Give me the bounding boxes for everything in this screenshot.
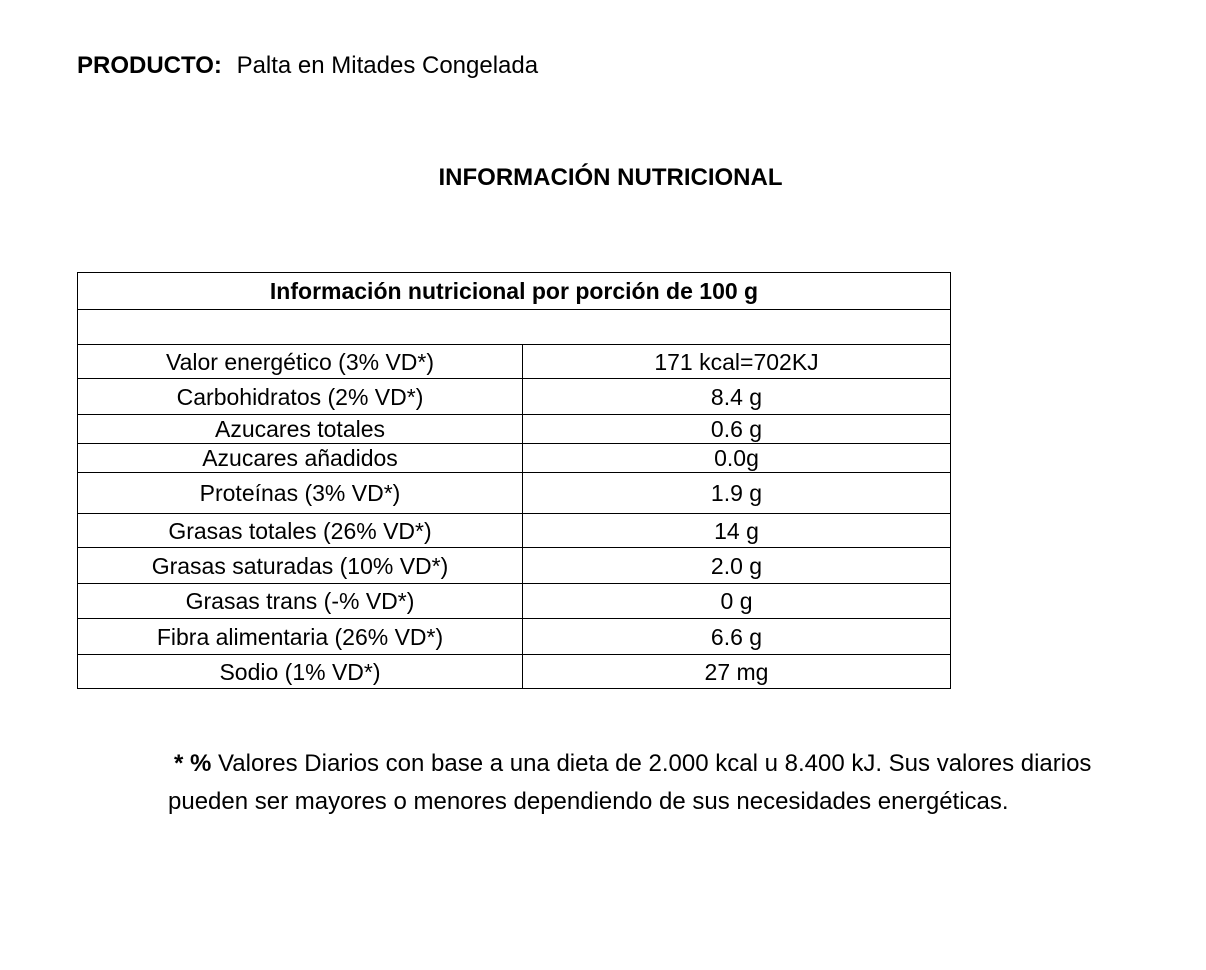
nutrient-name: Azucares añadidos — [78, 444, 523, 473]
table-row — [78, 619, 951, 655]
nutrient-name: Valor energético (3% VD*) — [78, 345, 523, 379]
nutrient-value: 6.6 g — [523, 619, 951, 655]
nutrient-name: Grasas saturadas (10% VD*) — [78, 548, 523, 584]
nutrient-value: 1.9 g — [523, 473, 951, 514]
nutrient-name: Azucares totales — [78, 415, 523, 444]
product-label: PRODUCTO: — [77, 52, 222, 79]
nutrient-value: 0 g — [523, 584, 951, 619]
table-row — [78, 345, 951, 379]
nutrient-name: Grasas totales (26% VD*) — [78, 514, 523, 548]
table-row — [78, 514, 951, 548]
nutrition-table — [77, 272, 951, 689]
table-row — [78, 655, 951, 689]
table-row — [78, 379, 951, 415]
product-name: Palta en Mitades Congelada — [236, 52, 539, 79]
table-spacer-row — [78, 310, 951, 345]
product-line — [77, 50, 538, 82]
footnote — [168, 745, 1128, 821]
table-row — [78, 548, 951, 584]
table-row — [78, 584, 951, 619]
section-title: INFORMACIÓN NUTRICIONAL — [438, 164, 783, 191]
table-row — [78, 444, 951, 473]
nutrient-name: Proteínas (3% VD*) — [78, 473, 523, 514]
nutrient-name: Carbohidratos (2% VD*) — [78, 379, 523, 415]
nutrient-value: 27 mg — [523, 655, 951, 689]
nutrient-value: 2.0 g — [523, 548, 951, 584]
table-header: Información nutricional por porción de 100 g — [78, 273, 951, 310]
nutrient-name: Grasas trans (-% VD*) — [78, 584, 523, 619]
nutrient-value: 0.0g — [523, 444, 951, 473]
nutrient-name: Sodio (1% VD*) — [78, 655, 523, 689]
footnote-lead: * % — [174, 750, 212, 777]
table-spacer-cell — [78, 310, 951, 345]
nutrient-value: 14 g — [523, 514, 951, 548]
nutrient-value: 8.4 g — [523, 379, 951, 415]
nutrient-value: 171 kcal=702KJ — [523, 345, 951, 379]
nutrient-name: Fibra alimentaria (26% VD*) — [78, 619, 523, 655]
table-row — [78, 473, 951, 514]
footnote-text: Valores Diarios con base a una dieta de 2.000 kcal u 8.400 kJ. Sus valores diarios pueden ser mayores o menores dependiendo de sus necesidades energéticas. — [168, 750, 1092, 815]
table-header-row — [78, 273, 951, 310]
nutrient-value: 0.6 g — [523, 415, 951, 444]
table-row — [78, 415, 951, 444]
